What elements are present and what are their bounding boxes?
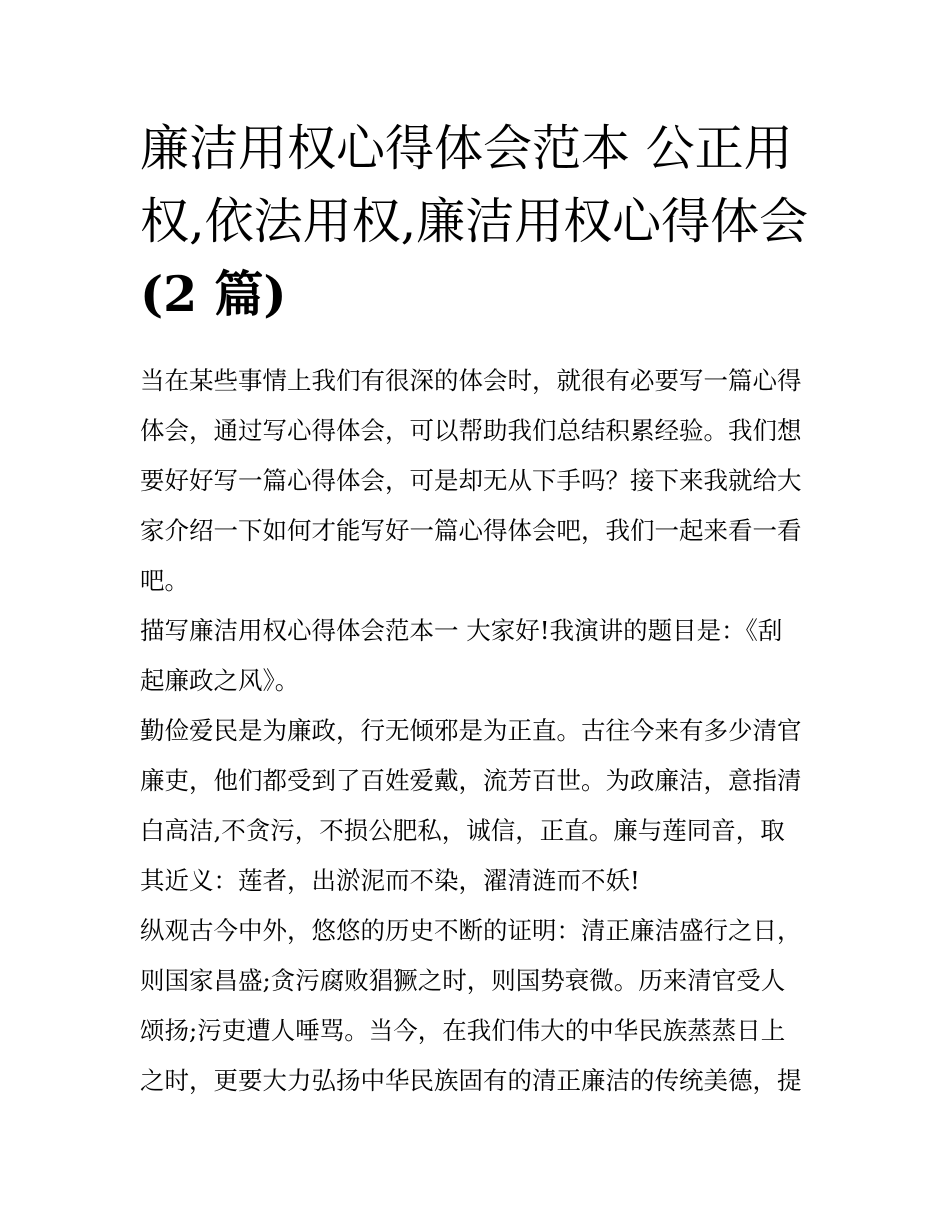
paragraph-history [140, 906, 820, 1106]
paragraph-line: 之时，更要大力弘扬中华民族固有的清正廉洁的传统美德，提 [140, 1066, 802, 1095]
paragraph-line: 则国家昌盛;贪污腐败猖獗之时，则国势衰微。历来清官受人 [140, 966, 786, 995]
paragraph-line: 吧。 [140, 566, 189, 595]
paragraph-line: 要好好写一篇心得体会，可是却无从下手吗？接下来我就给大 [140, 466, 802, 495]
paragraph-speech-intro [140, 606, 820, 706]
paragraph-line: 纵观古今中外，悠悠的历史不断的证明：清正廉洁盛行之日， [140, 916, 802, 945]
paragraph-line: 白高洁,不贪污，不损公肥私，诚信，正直。廉与莲同音，取 [140, 816, 785, 845]
document-body [140, 356, 820, 1106]
paragraph-line: 其近义：莲者，出淤泥而不染，濯清涟而不妖! [140, 866, 640, 895]
title-line-3: (2 篇) [140, 265, 287, 323]
title-line-2: 权,依法用权,廉洁用权心得体会 [140, 193, 809, 250]
paragraph-line: 描写廉洁用权心得体会范本一 大家好!我演讲的题目是：《刮 [140, 616, 783, 645]
paragraph-line: 勤俭爱民是为廉政，行无倾邪是为正直。古往今来有多少清官 [140, 716, 802, 745]
paragraph-line: 家介绍一下如何才能写好一篇心得体会吧，我们一起来看一看 [140, 516, 802, 545]
paragraph-line: 当在某些事情上我们有很深的体会时，就很有必要写一篇心得 [140, 366, 802, 395]
paragraph-line: 颂扬;污吏遭人唾骂。当今，在我们伟大的中华民族蒸蒸日上 [140, 1016, 786, 1045]
title-line-1: 廉洁用权心得体会范本 公正用 [140, 120, 793, 177]
paragraph-integrity [140, 706, 820, 906]
paragraph-line: 体会，通过写心得体会，可以帮助我们总结积累经验。我们想 [140, 416, 802, 445]
paragraph-line: 廉吏，他们都受到了百姓爱戴，流芳百世。为政廉洁，意指清 [140, 766, 802, 795]
paragraph-line: 起廉政之风》。 [140, 666, 300, 695]
document-title [140, 112, 820, 331]
paragraph-intro [140, 356, 820, 606]
